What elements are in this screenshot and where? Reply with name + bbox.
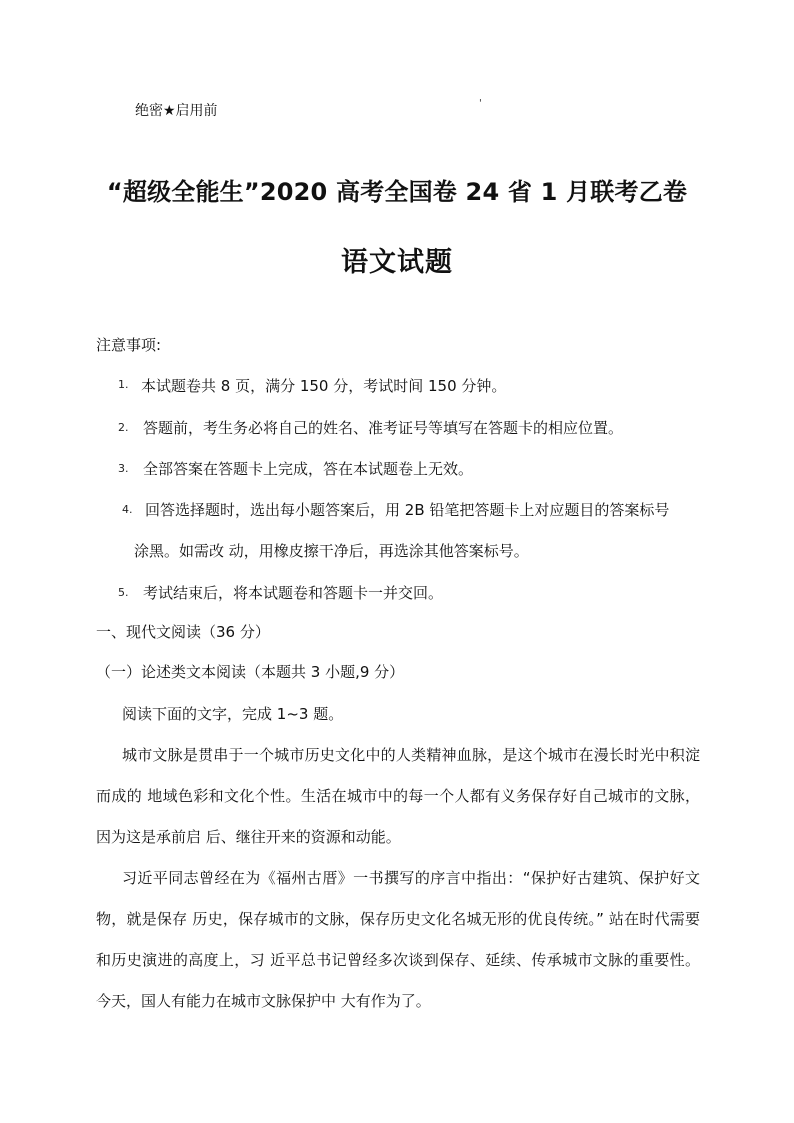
notice-item-text-continued: 涂黑。如需改 动，用橡皮擦干净后，再选涂其他答案标号。 — [134, 542, 529, 560]
notice-item-text: 答题前，考生务必将自己的姓名、准考证号等填写在答题卡的相应位置。 — [143, 419, 624, 437]
section-heading: 一、现代文阅读（36 分） — [96, 623, 270, 641]
exam-subtitle: 语文试题 — [341, 247, 453, 278]
notice-item-number: 3. — [118, 462, 129, 475]
notice-item-number: 1. — [118, 378, 129, 391]
notice-item-text: 全部答案在答题卡上完成，答在本试题卷上无效。 — [143, 460, 474, 478]
notice-item-number: 5. — [118, 586, 129, 599]
notice-item-text: 回答选择题时，选出每小题答案后，用 2B 铅笔把答题卡上对应题目的答案标号 — [145, 501, 670, 519]
passage-paragraph: 城市文脉是贯串于一个城市历史文化中的人类精神血脉，是这个城市在漫长时光中积淀而成的 地域色彩和文化个性。生活在城市中的每一个人都有义务保存好自己城市的文脉，因为这是承前启 后、继往开来的资源和动能。 — [96, 746, 700, 846]
passage-paragraph: 习近平同志曾经在为《福州古厝》一书撰写的序言中指出：“保护好古建筑、保护好文物，就是保存 历史，保存城市的文脉，保存历史文化名城无形的优良传统。” 站在时代需要和历史演进的高度上，习 近平总书记曾经多次谈到保存、延续、传承城市文脉的重要性。今天，国人有能力在城市文脉保护中 大有作为了。 — [96, 869, 700, 1010]
classification-label: 绝密★启用前 — [135, 103, 218, 119]
notice-item-text: 本试题卷共 8 页，满分 150 分，考试时间 150 分钟。 — [141, 377, 507, 395]
notice-item-text: 考试结束后，将本试题卷和答题卡一并交回。 — [143, 584, 444, 602]
stray-mark: ' — [479, 98, 482, 109]
section-subheading: （一）论述类文本阅读（本题共 3 小题,9 分） — [96, 663, 405, 681]
exam-title: “超级全能生”2020 高考全国卷 24 省 1 月联考乙卷 — [106, 178, 688, 206]
notice-heading: 注意事项: — [96, 336, 162, 354]
notice-item-number: 2. — [118, 421, 129, 434]
notice-item-number: 4. — [122, 503, 133, 516]
reading-instruction: 阅读下面的文字，完成 1~3 题。 — [122, 705, 344, 723]
